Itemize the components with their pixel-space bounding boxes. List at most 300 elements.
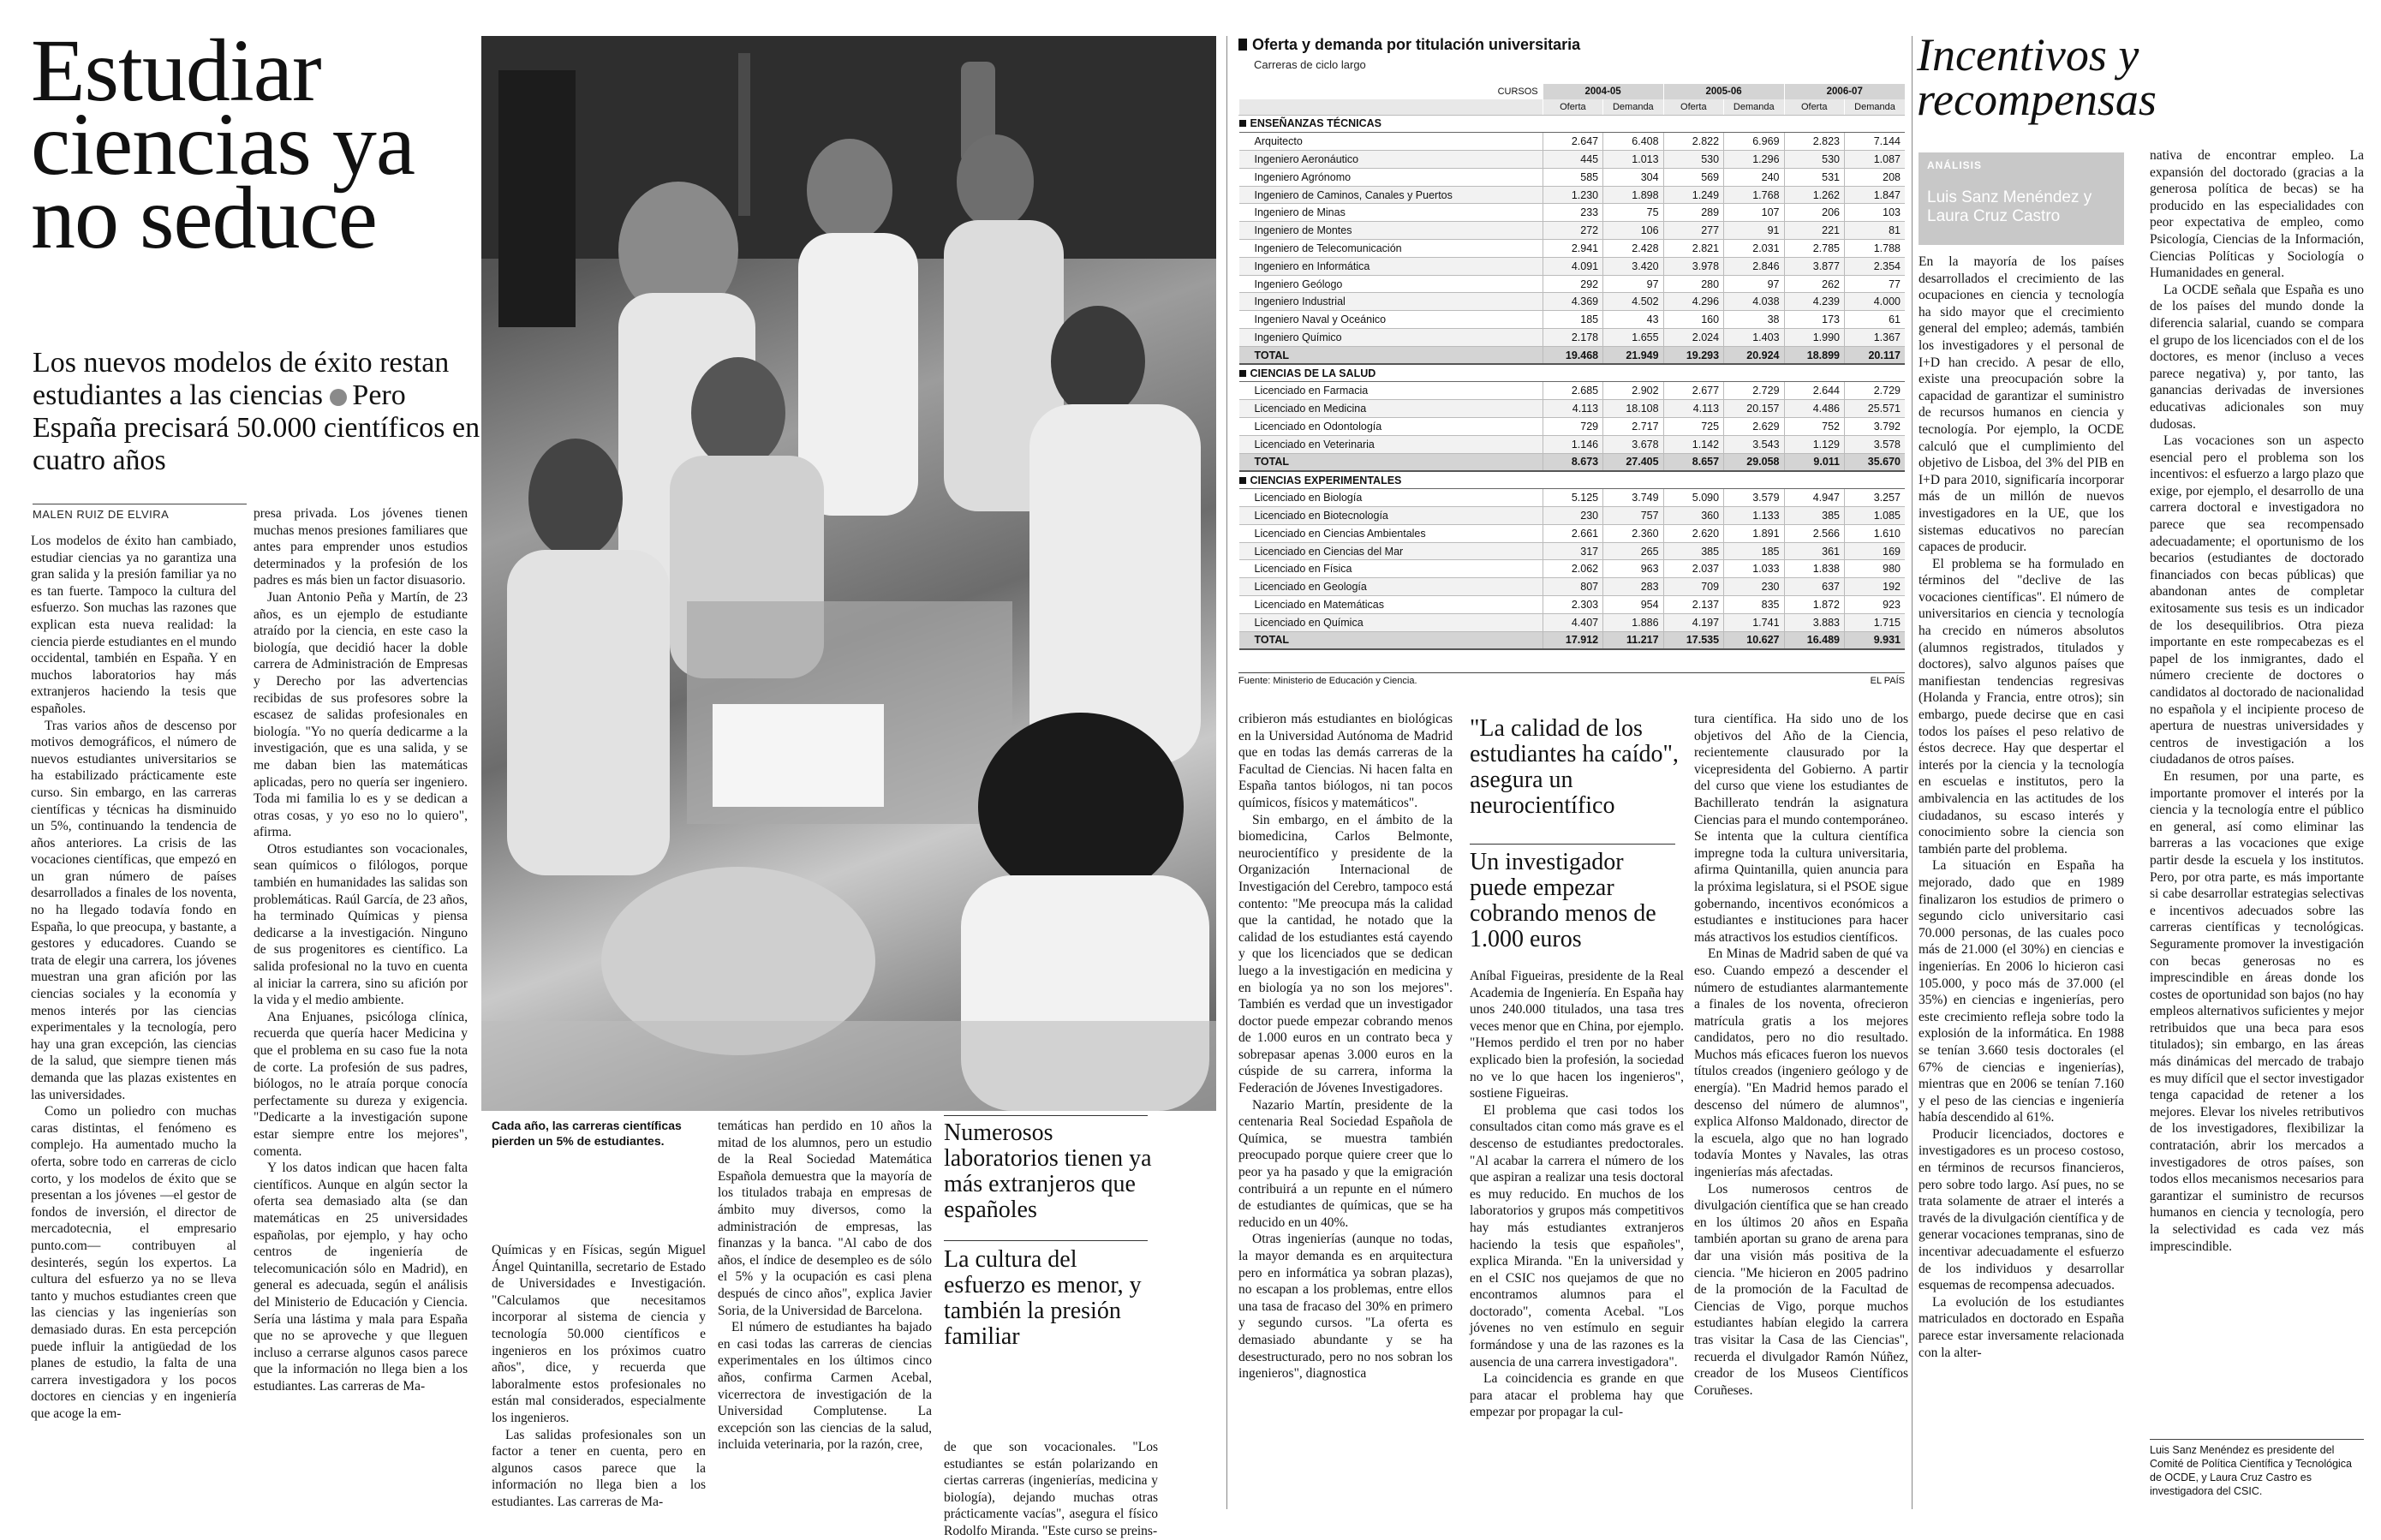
table-cell: 3.579 xyxy=(1724,489,1784,507)
table-row xyxy=(1239,524,1906,542)
table-cell: 4.486 xyxy=(1784,400,1844,418)
paragraph: La evolución de los estudiantes matriculados en doctorado en España parece estar inversamente relacionada con la alter- xyxy=(1919,1294,2124,1360)
table-title xyxy=(1238,36,1580,54)
table-cell: 445 xyxy=(1543,151,1602,169)
table-cell: 2.941 xyxy=(1543,240,1602,258)
table-row xyxy=(1239,293,1906,311)
degree-name: Licenciado en Ciencias Ambientales xyxy=(1239,524,1543,542)
table-cell: 2.902 xyxy=(1603,382,1663,400)
table-cell: 1.262 xyxy=(1784,186,1844,204)
table-row xyxy=(1239,257,1906,275)
degree-name: Ingeniero de Minas xyxy=(1239,204,1543,222)
table-cell: 3.883 xyxy=(1784,613,1844,631)
paragraph: Ana Enjuanes, psicóloga clínica, recuerda que quería hacer Medicina y que el problema en su caso fue la nota de corte. La profesión de sus padres, biólogos, no le atraía porque conocía perfectamente su dureza y exigencia. "Dedicarte a la investigación supone estar siempre entre los mejores", comenta. xyxy=(254,1009,468,1159)
column-header: Demanda xyxy=(1844,99,1905,115)
table-cell: 106 xyxy=(1603,222,1663,240)
table-cell: 3.792 xyxy=(1844,418,1905,436)
degree-name: Ingeniero de Telecomunicación xyxy=(1239,240,1543,258)
table-cell: 1.367 xyxy=(1844,329,1905,347)
analysis-author-box xyxy=(1919,152,2124,245)
degree-name: Ingeniero Industrial xyxy=(1239,293,1543,311)
table-cell: 2.644 xyxy=(1784,382,1844,400)
total-row xyxy=(1239,346,1906,364)
table-cell: 980 xyxy=(1844,560,1905,578)
paragraph: Como un poliedro con muchas caras distintas, el fenómeno es complejo. Ha aumentado mucho la oferta, sobre todo en carreras de ciclo corto, y los modelos de éxito que se presentan a los jóvenes —el gestor de fondos de inversión, el director de mercadotecnia, el empresario punto.com— contribuyen al desinterés, según los expertos. La cultura del esfuerzo ya no se lleva tanto y muchos estudiantes creen que las ciencias y las ingenierías son demasiado duras. En esta percepción puede influir la antigüedad de los planes de estudio, la falta de una carrera investigadora y los pocos doctores en ciencias y en ingeniería que acoge la em- xyxy=(31,1104,236,1421)
paragraph: Las salidas profesionales son un factor a tener en cuenta, pero en algunos casos parece que la información no llega bien a los estudiantes. Las carreras de Ma- xyxy=(492,1427,706,1509)
paragraph: Otras ingenierías (aunque no todas, la mayor demanda es en arquitectura pero en informática ya sobran plazas), no escapan a los problemas, entre ellos una tasa de fracaso del 30% en primero y segundo cursos. "La oferta es demasiado abundante y se ha desestructurado, pero no nos sobran los ingenieros", diagnostica xyxy=(1238,1232,1453,1382)
table-cell: 4.369 xyxy=(1543,293,1602,311)
table-cell: 954 xyxy=(1603,596,1663,614)
table-cell: 5.090 xyxy=(1663,489,1723,507)
table-cell: 1.013 xyxy=(1603,151,1663,169)
table-cell: 2.566 xyxy=(1784,524,1844,542)
analysis-column-2 xyxy=(2150,147,2364,1432)
total-cell: 18.899 xyxy=(1784,346,1844,364)
section-label: ENSEÑANZAS TÉCNICAS xyxy=(1250,117,1381,130)
sub-header-row xyxy=(1239,99,1906,115)
table-cell: 1.142 xyxy=(1663,435,1723,453)
table-cell: 77 xyxy=(1844,275,1905,293)
paragraph: La OCDE señala que España es uno de los países del mundo donde la diferencia salarial, cuando se compara el grupo de los licenciados con el de los doctores, es menor (incluso a veces parece negativa) y, por tanto, las ganancias derivadas de inversiones educativas adicionales son muy dudosas. xyxy=(2150,282,2364,432)
degree-name: Licenciado en Farmacia xyxy=(1239,382,1543,400)
table-cell: 2.629 xyxy=(1724,418,1784,436)
total-cell: 35.670 xyxy=(1844,453,1905,471)
table-cell: 709 xyxy=(1663,578,1723,596)
table-title-text: Oferta y demanda por titulación universitaria xyxy=(1252,36,1581,53)
column-header: Oferta xyxy=(1784,99,1844,115)
table-row xyxy=(1239,329,1906,347)
table-cell: 2.685 xyxy=(1543,382,1602,400)
square-bullet-icon xyxy=(1239,120,1246,127)
table-cell: 2.729 xyxy=(1844,382,1905,400)
table-cell: 262 xyxy=(1784,275,1844,293)
section-label: CIENCIAS DE LA SALUD xyxy=(1250,367,1376,379)
table-cell: 2.717 xyxy=(1603,418,1663,436)
table-cell: 185 xyxy=(1543,311,1602,329)
column-divider xyxy=(1912,36,1913,1509)
table-row xyxy=(1239,204,1906,222)
degree-name: Ingeniero de Montes xyxy=(1239,222,1543,240)
column-header: Oferta xyxy=(1543,99,1602,115)
table-row xyxy=(1239,596,1906,614)
paragraph: presa privada. Los jóvenes tienen muchas menos presiones familiares que antes para emprender unos estudios determinados y la profesión de los padres es más bien un factor disuasorio. xyxy=(254,506,468,588)
total-cell: 9.011 xyxy=(1784,453,1844,471)
total-label: TOTAL xyxy=(1239,453,1543,471)
total-cell: 21.949 xyxy=(1603,346,1663,364)
table-cell: 569 xyxy=(1663,168,1723,186)
total-cell: 19.293 xyxy=(1663,346,1723,364)
total-cell: 29.058 xyxy=(1724,453,1784,471)
table-cell: 230 xyxy=(1724,578,1784,596)
paragraph: nativa de encontrar empleo. La expansión del doctorado (gracias a la generosa política de becas) se ha producido en las especialidades con peor expectativa de empleo, como Psicología, Ciencias de la Información, Ciencias Políticas y Sociología o Humanidades en general. xyxy=(2150,148,2364,281)
table-cell: 2.037 xyxy=(1663,560,1723,578)
paragraph: El problema se ha formulado en términos del "declive de las vocaciones científicas". El número de universitarios en ciencia y tecnología ha crecido en números absolutos (alumnos registrados, titulados y doctores), salvo algunos países que manifiestan tendencias regresivas (Holanda y Francia, entre otros); sin embargo, puede decirse que en casi todos los países el peso relativo de éstos decrece. Hay que despertar el interés por la ciencia y la tecnología en escuelas e institutos, pero la ambivalencia en las actitudes de los ciudadanos, su escaso interés y conocimiento sobre la ciencia son también parte del problema. xyxy=(1919,556,2124,857)
table-cell: 585 xyxy=(1543,168,1602,186)
table-cell: 531 xyxy=(1784,168,1844,186)
byline: MALEN RUIZ DE ELVIRA xyxy=(33,504,247,521)
degree-name: Licenciado en Odontología xyxy=(1239,418,1543,436)
table-cell: 360 xyxy=(1663,507,1723,525)
year-header: 2004-05 xyxy=(1543,84,1663,99)
total-row xyxy=(1239,453,1906,471)
table-cell: 835 xyxy=(1724,596,1784,614)
section-label: CIENCIAS EXPERIMENTALES xyxy=(1250,474,1402,486)
table-cell: 1.146 xyxy=(1543,435,1602,453)
table-cell: 1.990 xyxy=(1784,329,1844,347)
table-cell: 2.821 xyxy=(1663,240,1723,258)
year-header-row xyxy=(1239,84,1906,99)
table-cell: 6.408 xyxy=(1603,133,1663,151)
table-cell: 1.898 xyxy=(1603,186,1663,204)
table-row xyxy=(1239,507,1906,525)
table-cell: 2.661 xyxy=(1543,524,1602,542)
total-cell: 27.405 xyxy=(1603,453,1663,471)
pull-quote-3: "La calidad de los estudiantes ha caído", asegura un neurocientífico xyxy=(1470,715,1679,819)
table-cell: 97 xyxy=(1603,275,1663,293)
year-header: 2005-06 xyxy=(1663,84,1784,99)
column-header: Oferta xyxy=(1663,99,1723,115)
supply-demand-table xyxy=(1238,36,1905,695)
degree-name: Ingeniero Aeronáutico xyxy=(1239,151,1543,169)
photo-caption: Cada año, las carreras científicas pierden un 5% de estudiantes. xyxy=(492,1119,682,1148)
table-cell: 292 xyxy=(1543,275,1602,293)
table-cell: 2.137 xyxy=(1663,596,1723,614)
cursos-label: CURSOS xyxy=(1497,87,1538,97)
section-row xyxy=(1239,115,1906,133)
paragraph: Nazario Martín, presidente de la centenaria Real Sociedad Española de Química, se muestra también preocupado porque quiere creer que lo peor ya ha pasado y que la emigración contribuirá a un repunte en el número de estudiantes de químicas, que se ha reducido en un 40%. xyxy=(1238,1097,1453,1230)
table-cell: 3.257 xyxy=(1844,489,1905,507)
table-cell: 38 xyxy=(1724,311,1784,329)
table-cell: 752 xyxy=(1784,418,1844,436)
paragraph: Los numerosos centros de divulgación científica que se han creado en los últimos 20 años en España también aportan su grano de arena para dar una visión más positiva de la ciencia. "Me hicieron en 2005 padrino de la promoción de la Facultad de Ciencias de Vigo, porque muchos estudiantes habían elegido la carrera tras visitar la Casa de las Ciencias", recuerda el divulgador Ramón Núñez, creador de los Museos Científicos Coruñeses. xyxy=(1694,1181,1908,1398)
degree-name: Ingeniero Naval y Oceánico xyxy=(1239,311,1543,329)
paragraph: Y los datos indican que hacen falta científicos. Aunque en algún sector la oferta sea demasiado alta (se dan matemáticas en 25 universidades españolas, por ejemplo, y hay ocho centros de ingeniería de telecomunicación sólo en Madrid), en general es adecuada, según el análisis del Ministerio de Educación y Ciencia. Sería una lástima y mala para España que no se aproveche y que lleguen incluso a cerrarse algunos casos parece que la información no llega bien a los estudiantes. Las carreras de Ma- xyxy=(254,1161,468,1394)
table-cell: 1.872 xyxy=(1784,596,1844,614)
table-cell: 1.891 xyxy=(1724,524,1784,542)
table-row xyxy=(1239,168,1906,186)
article-column-6 xyxy=(1238,711,1453,1509)
table-cell: 729 xyxy=(1543,418,1602,436)
table-row xyxy=(1239,311,1906,329)
table-cell: 2.062 xyxy=(1543,560,1602,578)
table-row xyxy=(1239,400,1906,418)
total-cell: 17.912 xyxy=(1543,631,1602,649)
paragraph: Químicas y en Físicas, según Miguel Ángel Quintanilla, secretario de Estado de Universidades e Investigación. "Calculamos que necesitamos incorporar al sistema de ciencia y tecnología 50.000 científicos e ingenieros en los próximos cuatro años", dice, y recuerda que laboralmente estos profesionales no están mal considerados, especialmente los ingenieros. xyxy=(492,1243,706,1425)
table-cell: 1.788 xyxy=(1844,240,1905,258)
table-cell: 923 xyxy=(1844,596,1905,614)
table-cell: 317 xyxy=(1543,542,1602,560)
table-cell: 1.741 xyxy=(1724,613,1784,631)
degree-name: Licenciado en Biotecnología xyxy=(1239,507,1543,525)
table-cell: 185 xyxy=(1724,542,1784,560)
table-cell: 1.715 xyxy=(1844,613,1905,631)
paragraph: El número de estudiantes ha bajado en casi todas las carreras de ciencias experimentales en los últimos cinco años, confirma Carmen Acebal, vicerrectora de investigación de la Universidad Complutense. La excepción son las ciencias de la salud, incluida veterinaria, por la razón, cree, xyxy=(718,1320,932,1453)
table-cell: 2.428 xyxy=(1603,240,1663,258)
degree-name: Ingeniero de Caminos, Canales y Puertos xyxy=(1239,186,1543,204)
table-credit: EL PAÍS xyxy=(1870,676,1905,686)
table-cell: 1.655 xyxy=(1603,329,1663,347)
section-name xyxy=(1239,471,1906,489)
data-table xyxy=(1238,84,1905,650)
column-divider xyxy=(1226,36,1227,1509)
table-cell: 280 xyxy=(1663,275,1723,293)
section-row xyxy=(1239,471,1906,489)
total-cell: 8.673 xyxy=(1543,453,1602,471)
table-cell: 4.502 xyxy=(1603,293,1663,311)
table-cell: 4.239 xyxy=(1784,293,1844,311)
paragraph: La coincidencia es grande en que para atacar el problema hay que empezar por propagar la cul- xyxy=(1470,1371,1684,1420)
section-name xyxy=(1239,115,1906,133)
article-column-8 xyxy=(1694,711,1908,1509)
table-cell: 304 xyxy=(1603,168,1663,186)
pull-quote-rule xyxy=(944,1240,1148,1241)
table-cell: 637 xyxy=(1784,578,1844,596)
table-cell: 4.113 xyxy=(1663,400,1723,418)
square-bullet-icon xyxy=(1239,477,1246,484)
analysis-label: ANÁLISIS xyxy=(1927,159,1983,171)
table-cell: 385 xyxy=(1663,542,1723,560)
paragraph: En la mayoría de los países desarrollados el crecimiento de las ocupaciones en ciencia y tecnología ha sido mayor que el crecimiento general del empleo; además, también los investigadores y el personal de I+D han crecido. A pesar de ello, existe una preocupación sobre la capacidad de garantizar el suministro de recursos humanos en ciencia y tecnología. Por ejemplo, la OCDE calculó que el cumplimiento del objetivo de Lisboa, del 3% del PIB en I+D para 2010, significaría incorporar más de un millón de nuevos investigadores en la UE, que los sistemas educativos no parecían capaces de producir. xyxy=(1919,254,2124,555)
table-cell: 206 xyxy=(1784,204,1844,222)
table-cell: 43 xyxy=(1603,311,1663,329)
table-cell: 160 xyxy=(1663,311,1723,329)
degree-name: Licenciado en Matemáticas xyxy=(1239,596,1543,614)
total-cell: 16.489 xyxy=(1784,631,1844,649)
analysis-column-1 xyxy=(1919,254,2124,1509)
table-cell: 757 xyxy=(1603,507,1663,525)
paragraph: Las vocaciones son un aspecto esencial pero el problema son los incentivos: el esfuerzo a largo plazo que exige, por ejemplo, el desarrollo de una carrera doctoral e investigadora no parece que sea recompensado adecuadamente; el oportunismo de los becarios (estudiantes de doctorado financiados con becas públicas) que abandonan antes de completar exitosamente sus tesis es un indicador de los desequilibrios. Otra pieza importante en este rompecabezas es el papel de los inmigrantes, dado el número creciente de doctores o candidatos al doctorado de nacionalidad no española y el incipiente proceso de apertura de nuestras universidades y centros de investigación a los ciudadanos de otros países. xyxy=(2150,433,2364,767)
degree-name: Licenciado en Ciencias del Mar xyxy=(1239,542,1543,560)
article-column-5 xyxy=(944,1439,1158,1538)
total-cell: 20.924 xyxy=(1724,346,1784,364)
table-row xyxy=(1239,240,1906,258)
article-column-1 xyxy=(31,533,236,1509)
column-header: Demanda xyxy=(1724,99,1784,115)
table-cell: 2.031 xyxy=(1724,240,1784,258)
total-cell: 8.657 xyxy=(1663,453,1723,471)
table-cell: 1.610 xyxy=(1844,524,1905,542)
table-cell: 3.678 xyxy=(1603,435,1663,453)
table-cell: 5.125 xyxy=(1543,489,1602,507)
table-cell: 1.087 xyxy=(1844,151,1905,169)
table-row xyxy=(1239,275,1906,293)
table-cell: 2.647 xyxy=(1543,133,1602,151)
total-cell: 17.535 xyxy=(1663,631,1723,649)
bullet-dot-icon xyxy=(330,389,347,406)
table-cell: 1.768 xyxy=(1724,186,1784,204)
total-cell: 10.627 xyxy=(1724,631,1784,649)
degree-name: Arquitecto xyxy=(1239,133,1543,151)
total-cell: 19.468 xyxy=(1543,346,1602,364)
paragraph: Los modelos de éxito han cambiado, estudiar ciencias ya no garantiza una gran salida y la presión familiar ya no es tan fuerte. Tampoco la cultura del esfuerzo. Son muchas las razones que explican esta nueva realidad: la ciencia pierde estudiantes en el mundo occidental, también en España. Y en muchos laboratorios hay más extranjeros haciendo la tesis que españoles. xyxy=(31,534,236,716)
table-row xyxy=(1239,542,1906,560)
table-cell: 61 xyxy=(1844,311,1905,329)
table-cell: 1.129 xyxy=(1784,435,1844,453)
table-cell: 1.403 xyxy=(1724,329,1784,347)
headline: Estudiar ciencias ya no seduce xyxy=(31,21,415,267)
table-cell: 1.838 xyxy=(1784,560,1844,578)
paragraph: Producir licenciados, doctores e investigadores es un proceso costoso, en términos de recursos financieros, pero sobre todo largo. Así pues, no se trata solamente de atraer el interés a través de la divulgación científica y de generar vocaciones tempranas, sino de incentivar adecuadamente el esfuerzo de los individuos y desarrollar esquemas de recompensa adecuados. xyxy=(1919,1126,2124,1293)
table-row xyxy=(1239,186,1906,204)
table-row xyxy=(1239,435,1906,453)
table-cell: 192 xyxy=(1844,578,1905,596)
paragraph: En Minas de Madrid saben de qué va eso. Cuando empezó a descender el número de estudiantes alarmantemente a finales de los noventa, ofrecieron matrícula gratis a los mejores candidatos, pero no dio resultado. Muchos más eficaces fueron los nuevos títulos creados (ingeniero geólogo y de energía). "En Madrid hemos parado el descenso del número de alumnos", explica Alfonso Maldonado, director de la escuela, algo que no han logrado todavía Montes y Navales, las otras ingenierías más afectadas. xyxy=(1694,946,1908,1180)
table-cell: 2.822 xyxy=(1663,133,1723,151)
section-name xyxy=(1239,364,1906,382)
table-cell: 3.578 xyxy=(1844,435,1905,453)
pull-quote-rule xyxy=(1470,844,1675,845)
degree-name: Licenciado en Química xyxy=(1239,613,1543,631)
table-row xyxy=(1239,418,1906,436)
table-cell: 963 xyxy=(1603,560,1663,578)
square-bullet-icon xyxy=(1239,370,1246,377)
table-cell: 725 xyxy=(1663,418,1723,436)
degree-name: Licenciado en Geología xyxy=(1239,578,1543,596)
table-cell: 173 xyxy=(1784,311,1844,329)
degree-name: Licenciado en Medicina xyxy=(1239,400,1543,418)
total-label: TOTAL xyxy=(1239,631,1543,649)
table-cell: 3.420 xyxy=(1603,257,1663,275)
table-cell: 25.571 xyxy=(1844,400,1905,418)
table-cell: 2.178 xyxy=(1543,329,1602,347)
table-source: Fuente: Ministerio de Educación y Ciencia. xyxy=(1238,676,1417,686)
table-cell: 1.230 xyxy=(1543,186,1602,204)
table-row xyxy=(1239,560,1906,578)
table-cell: 530 xyxy=(1663,151,1723,169)
table-cell: 272 xyxy=(1543,222,1602,240)
table-cell: 6.969 xyxy=(1724,133,1784,151)
paragraph: Aníbal Figueiras, presidente de la Real Academia de Ingeniería. En España hay unos 240.000 titulados, una tasa tres veces menor que en China, por ejemplo. "Hemos perdido el tren por no haber explicado bien la profesión, la sociedad no ve lo que hacen los ingenieros", sostiene Figueiras. xyxy=(1470,969,1684,1101)
total-row xyxy=(1239,631,1906,649)
table-cell: 807 xyxy=(1543,578,1602,596)
total-cell: 9.931 xyxy=(1844,631,1905,649)
table-cell: 107 xyxy=(1724,204,1784,222)
table-cell: 3.978 xyxy=(1663,257,1723,275)
table-cell: 4.296 xyxy=(1663,293,1723,311)
table-row xyxy=(1239,133,1906,151)
table-cell: 1.033 xyxy=(1724,560,1784,578)
table-cell: 1.133 xyxy=(1724,507,1784,525)
table-cell: 2.823 xyxy=(1784,133,1844,151)
degree-name: Ingeniero en Informática xyxy=(1239,257,1543,275)
paragraph: Juan Antonio Peña y Martín, de 23 años, es un ejemplo de estudiante atraído por la ciencia, en este caso la biología, que decidió hacer la doble carrera de Administración de Empresas y Derecho por las advertencias recibidas de sus profesores sobre la escasez de salidas profesionales en biología. "Yo no quería dedicarme a la investigación, que es una salida, y se me daban bien las matemáticas aplicadas, pero no quería ser ingeniero. Toda mi familia lo es y se dedican a otras cosas, y yo eso no lo quiero", afirma. xyxy=(254,589,468,840)
degree-name: Ingeniero Agrónomo xyxy=(1239,168,1543,186)
table-cell: 3.749 xyxy=(1603,489,1663,507)
table-cell: 97 xyxy=(1724,275,1784,293)
table-cell: 221 xyxy=(1784,222,1844,240)
paragraph: de que son vocacionales. "Los estudiantes se están polarizando en ciertas carreras (ingenierías, medicina y biología), dejando muchas otras prácticamente vacías", asegura el físico Rodolfo Miranda. "Este curso se preins- xyxy=(944,1440,1158,1538)
paragraph: El problema que casi todos los consultados citan como más grave es el descenso de estudiantes predoctorales. "Al acabar la carrera el número de los que aspiran a realizar una tesis doctoral es muy reducido. En muchos de los laboratorios y grupos más competitivos hay más estudiantes extranjeros haciendo la tesis que españoles", explica Miranda. "En la universidad y en el CSIC nos quejamos de que no encontramos alumnos para el doctorado", comenta Acebal. "Los jóvenes no ven estímulo en seguir formándose y una de las razones es la ausencia de una carrera investigadora". xyxy=(1470,1102,1684,1370)
analysis-title: Incentivos y recompensas xyxy=(1917,29,2157,125)
table-cell: 4.038 xyxy=(1724,293,1784,311)
paragraph: cribieron más estudiantes en biológicas en la Universidad Autónoma de Madrid que en todas las demás carreras de la Facultad de Ciencias. Ni hacen falta en España tantos biólogos, ni tan pocos químicos, físicos y matemáticos". xyxy=(1238,712,1453,810)
paragraph: Sin embargo, en el ámbito de la biomedicina, Carlos Belmonte, neurocientífico y presidente de la Organización Internacional de Investigación del Cerebro, tampoco está contento: "Me preocupa más la calidad que la cantidad, he notado que la calidad de los estudiantes está cayendo y que los licenciados que se dedican luego a la investigación en medicina y en biología ya no son los mejores". También es verdad que un investigador doctor puede empezar cobrando menos de 1.000 euros en un contrato beca y sobrepasar apenas 3.000 euros en la cúspide de su carrera, informa la Federación de Jóvenes Investigadores. xyxy=(1238,812,1453,1096)
table-cell: 2.024 xyxy=(1663,329,1723,347)
table-cell: 2.729 xyxy=(1724,382,1784,400)
square-bullet-icon xyxy=(1238,39,1247,51)
pull-quote-2: La cultura del esfuerzo es menor, y también la presión familiar xyxy=(944,1246,1142,1350)
table-cell: 4.000 xyxy=(1844,293,1905,311)
table-row xyxy=(1239,382,1906,400)
table-cell: 3.877 xyxy=(1784,257,1844,275)
table-row xyxy=(1239,613,1906,631)
table-cell: 20.157 xyxy=(1724,400,1784,418)
table-cell: 240 xyxy=(1724,168,1784,186)
article-column-7 xyxy=(1470,968,1684,1509)
blank-header xyxy=(1239,99,1543,115)
table-row xyxy=(1239,489,1906,507)
column-header: Demanda xyxy=(1603,99,1663,115)
year-header: 2006-07 xyxy=(1784,84,1905,99)
degree-name: Licenciado en Física xyxy=(1239,560,1543,578)
table-cell: 1.085 xyxy=(1844,507,1905,525)
table-cell: 2.677 xyxy=(1663,382,1723,400)
table-cell: 4.113 xyxy=(1543,400,1602,418)
table-cell: 1.296 xyxy=(1724,151,1784,169)
table-cell: 75 xyxy=(1603,204,1663,222)
table-cell: 2.303 xyxy=(1543,596,1602,614)
paragraph: En resumen, por una parte, es importante promover el interés por la ciencia y la tecnología entre el público en general, así como eliminar las barreras a las vocaciones que exige partir desde la escuela y los institutos. Pero, por otra parte, es más importante si cabe desarrollar estrategias selectivas e incentivos adecuados sobre las carreras científicas y tecnológicas. Seguramente promover la investigación con becas generosas no es imprescindible en áreas donde los costes de oportunidad son bajos (no hay empleos alternativos suficientes y mejor retribuidos que una beca para esos titulados); sin embargo, en las áreas más dinámicas del mercado de trabajo es muy difícil que el sector investigador tenga capacidad de retener a los mejores. Elevar los niveles retributivos de los investigadores, flexibilizar la contratación, abrir los mercados a investigadores de otros países, son todos ellos mecanismos necesarios para garantizar el suministro de recursos humanos en ciencia y tecnología, pero la selectividad es cada vez más imprescindible. xyxy=(2150,768,2364,1254)
table-cell: 4.197 xyxy=(1663,613,1723,631)
degree-name: Ingeniero Geólogo xyxy=(1239,275,1543,293)
table-cell: 2.354 xyxy=(1844,257,1905,275)
table-cell: 265 xyxy=(1603,542,1663,560)
table-cell: 103 xyxy=(1844,204,1905,222)
table-cell: 289 xyxy=(1663,204,1723,222)
paragraph: tura científica. Ha sido uno de los objetivos del Año de la Ciencia, recientemente clausurado por la vicepresidenta del Gobierno. A partir del curso que viene los estudiantes de Bachillerato tendrán la asignatura Ciencias para el mundo contemporáneo. Se intenta que la cultura científica impregne toda la cultura universitaria, afirma Quintanilla, quien anuncia para la próxima legislatura, si el PSOE sigue gobernando, incentivos económicos a estudiantes e instituciones para hacer más atractivos los estudios científicos. xyxy=(1694,712,1908,945)
pull-quote-4: Un investigador puede empezar cobrando menos de 1.000 euros xyxy=(1470,849,1656,952)
article-column-2 xyxy=(254,505,468,1509)
table-cell: 283 xyxy=(1603,578,1663,596)
table-cell: 530 xyxy=(1784,151,1844,169)
section-row xyxy=(1239,364,1906,382)
total-cell: 20.117 xyxy=(1844,346,1905,364)
paragraph: La situación en España ha mejorado, dado que en 1989 finalizaron los estudios de primero o segundo ciclo universitario casi 70.000 personas, de las cuales poco más de 21.000 (el 30%) en ciencias e ingenierías. En 2006 lo hicieron casi 105.000, y poco más de 37.000 (el 35%) en ciencias e ingenierías, pero este crecimiento refleja sobre todo la explosión de la informática. En 1988 se tenían 3.660 tesis doctorales (el 67% de ciencias e ingenierías), mientras que en 2006 se tenían 7.160 y el peso de las ciencias e ingeniería había descendido al 61%. xyxy=(1919,858,2124,1125)
table-cell: 3.543 xyxy=(1724,435,1784,453)
table-cell: 2.785 xyxy=(1784,240,1844,258)
table-footer xyxy=(1238,672,1905,686)
subheadline xyxy=(33,347,482,477)
subhead-line-2: Pero España precisará 50.000 científicos en cuatro años xyxy=(33,379,480,476)
table-cell: 385 xyxy=(1784,507,1844,525)
table-cell: 230 xyxy=(1543,507,1602,525)
table-cell: 4.407 xyxy=(1543,613,1602,631)
table-subtitle: Carreras de ciclo largo xyxy=(1254,58,1366,71)
table-row xyxy=(1239,222,1906,240)
table-row xyxy=(1239,578,1906,596)
table-cell: 7.144 xyxy=(1844,133,1905,151)
paragraph: temáticas han perdido en 10 años la mitad de los alumnos, pero un estudio de la Real Sociedad Matemática Española demuestra que la mayoría de los titulados trabaja en empresas de ámbito muy diversos, como la administración de empresas, las finanzas y la banca. "Al cabo de dos años, el índice de desempleo es de sólo el 5% y la ocupación es casi plena después de cinco años", explica Javier Soria, de la Universidad de Barcelona. xyxy=(718,1119,932,1318)
table-cell: 277 xyxy=(1663,222,1723,240)
table-cell: 233 xyxy=(1543,204,1602,222)
table-cell: 208 xyxy=(1844,168,1905,186)
table-cell: 4.947 xyxy=(1784,489,1844,507)
paragraph: Otros estudiantes son vocacionales, sean químicos o filólogos, porque también en humanidades las salidas son problemáticas. Raúl García, de 23 años, ha terminado Químicas y piensa dedicarse a la investigación. Ninguno de sus progenitores es científico. La salida profesional no la tuvo en cuenta al iniciar la carrera, sino su afición por la vida y el medio ambiente. xyxy=(254,841,468,1008)
table-cell: 1.847 xyxy=(1844,186,1905,204)
pull-quote-rule xyxy=(944,1115,1148,1116)
total-label: TOTAL xyxy=(1239,346,1543,364)
table-cell: 1.249 xyxy=(1663,186,1723,204)
lab-photo xyxy=(481,36,1216,1111)
table-cell: 2.360 xyxy=(1603,524,1663,542)
analysis-authors: Luis Sanz Menéndez y Laura Cruz Castro xyxy=(1927,188,2092,225)
degree-name: Licenciado en Veterinaria xyxy=(1239,435,1543,453)
table-cell: 18.108 xyxy=(1603,400,1663,418)
table-cell: 361 xyxy=(1784,542,1844,560)
degree-name: Ingeniero Químico xyxy=(1239,329,1543,347)
table-row xyxy=(1239,151,1906,169)
table-cell: 81 xyxy=(1844,222,1905,240)
